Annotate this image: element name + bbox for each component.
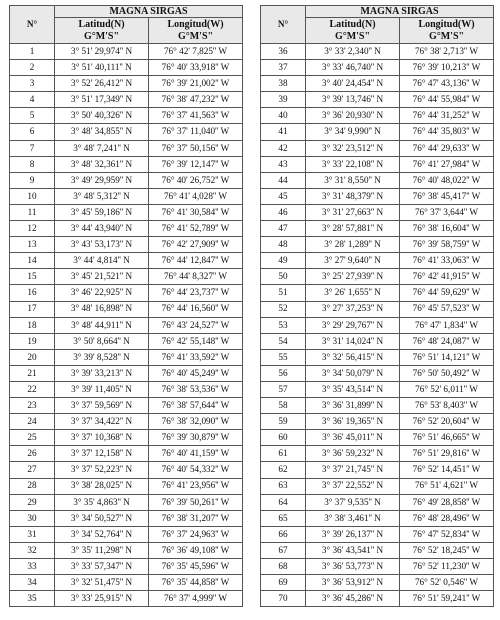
latitude-cell: 3° 39' 33,213'' N xyxy=(55,365,149,381)
longitude-cell: 76° 45' 57,523'' W xyxy=(400,301,494,317)
longitude-cell: 76° 37' 24,963'' W xyxy=(149,526,243,542)
longitude-header: Longitud(W) G°M'S" xyxy=(149,18,243,44)
latitude-cell: 3° 40' 24,454'' N xyxy=(306,76,400,92)
latitude-cell: 3° 33' 22,108'' N xyxy=(306,156,400,172)
point-number: 31 xyxy=(10,526,55,542)
point-number: 17 xyxy=(10,301,55,317)
table-row xyxy=(10,542,243,558)
latitude-cell: 3° 34' 52,764'' N xyxy=(55,526,149,542)
point-number: 3 xyxy=(10,76,55,92)
latitude-cell: 3° 49' 29,959'' N xyxy=(55,172,149,188)
point-number: 50 xyxy=(261,269,306,285)
table-row xyxy=(10,140,243,156)
longitude-cell: 76° 35' 45,596'' W xyxy=(149,559,243,575)
point-number: 7 xyxy=(10,140,55,156)
table-row xyxy=(261,188,494,204)
table-row xyxy=(261,237,494,253)
longitude-cell: 76° 40' 45,249'' W xyxy=(149,365,243,381)
latitude-cell: 3° 32' 56,415'' N xyxy=(306,349,400,365)
latitude-cell: 3° 36' 53,773'' N xyxy=(306,559,400,575)
magna-sirgas-header: MAGNA SIRGAS xyxy=(306,6,494,18)
table-row xyxy=(10,76,243,92)
latitude-cell: 3° 39' 11,405'' N xyxy=(55,381,149,397)
latitude-cell: 3° 50' 40,326'' N xyxy=(55,108,149,124)
point-number: 63 xyxy=(261,478,306,494)
table-row xyxy=(261,269,494,285)
latitude-cell: 3° 46' 22,925'' N xyxy=(55,285,149,301)
longitude-cell: 76° 51' 4,621'' W xyxy=(400,478,494,494)
point-number: 26 xyxy=(10,446,55,462)
longitude-cell: 76° 52' 0,546'' W xyxy=(400,575,494,591)
point-number: 23 xyxy=(10,398,55,414)
number-header: N° xyxy=(10,6,55,44)
point-number: 67 xyxy=(261,542,306,558)
table-row xyxy=(10,285,243,301)
longitude-cell: 76° 36' 49,108'' W xyxy=(149,542,243,558)
latitude-cell: 3° 44' 43,940'' N xyxy=(55,221,149,237)
longitude-cell: 76° 44' 55,984'' W xyxy=(400,92,494,108)
latitude-cell: 3° 33' 57,347'' N xyxy=(55,559,149,575)
table-row xyxy=(261,92,494,108)
longitude-cell: 76° 41' 4,028'' W xyxy=(149,188,243,204)
table-row xyxy=(261,398,494,414)
point-number: 61 xyxy=(261,446,306,462)
latitude-cell: 3° 43' 53,173'' N xyxy=(55,237,149,253)
longitude-cell: 76° 44' 59,629'' W xyxy=(400,285,494,301)
point-number: 68 xyxy=(261,559,306,575)
point-number: 2 xyxy=(10,60,55,76)
table-row xyxy=(10,575,243,591)
longitude-cell: 76° 42' 55,148'' W xyxy=(149,333,243,349)
latitude-cell: 3° 36' 43,541'' N xyxy=(306,542,400,558)
longitude-cell: 76° 42' 27,909'' W xyxy=(149,237,243,253)
point-number: 53 xyxy=(261,317,306,333)
latitude-cell: 3° 35' 43,514'' N xyxy=(306,381,400,397)
point-number: 4 xyxy=(10,92,55,108)
longitude-cell: 76° 51' 46,665'' W xyxy=(400,430,494,446)
table-row xyxy=(261,430,494,446)
point-number: 12 xyxy=(10,221,55,237)
magna-sirgas-header: MAGNA SIRGAS xyxy=(55,6,243,18)
table-row xyxy=(10,333,243,349)
table-row xyxy=(10,301,243,317)
longitude-cell: 76° 44' 23,737'' W xyxy=(149,285,243,301)
point-number: 46 xyxy=(261,204,306,220)
table-row xyxy=(10,269,243,285)
table-row xyxy=(261,591,494,607)
table-row xyxy=(10,398,243,414)
latitude-cell: 3° 35' 11,298'' N xyxy=(55,542,149,558)
point-number: 65 xyxy=(261,510,306,526)
point-number: 64 xyxy=(261,494,306,510)
latitude-cell: 3° 33' 25,915'' N xyxy=(55,591,149,607)
point-number: 56 xyxy=(261,365,306,381)
table-row xyxy=(261,494,494,510)
longitude-cell: 76° 44' 16,560'' W xyxy=(149,301,243,317)
longitude-cell: 76° 39' 10,213'' W xyxy=(400,60,494,76)
point-number: 27 xyxy=(10,462,55,478)
latitude-cell: 3° 44' 4,814'' N xyxy=(55,253,149,269)
longitude-cell: 76° 47' 52,834'' W xyxy=(400,526,494,542)
longitude-cell: 76° 52' 18,245'' W xyxy=(400,542,494,558)
table-row xyxy=(261,140,494,156)
longitude-cell: 76° 39' 50,261'' W xyxy=(149,494,243,510)
point-number: 36 xyxy=(261,44,306,60)
table-row xyxy=(10,237,243,253)
longitude-cell: 76° 47' 43,136'' W xyxy=(400,76,494,92)
longitude-cell: 76° 40' 54,332'' W xyxy=(149,462,243,478)
point-number: 38 xyxy=(261,76,306,92)
latitude-cell: 3° 37' 12,158'' N xyxy=(55,446,149,462)
latitude-cell: 3° 39' 26,137'' N xyxy=(306,526,400,542)
point-number: 43 xyxy=(261,156,306,172)
longitude-cell: 76° 48' 28,496'' W xyxy=(400,510,494,526)
longitude-cell: 76° 44' 12,847'' W xyxy=(149,253,243,269)
point-number: 48 xyxy=(261,237,306,253)
longitude-cell: 76° 42' 41,915'' W xyxy=(400,269,494,285)
longitude-cell: 76° 38' 32,090'' W xyxy=(149,414,243,430)
table-row xyxy=(261,510,494,526)
point-number: 40 xyxy=(261,108,306,124)
latitude-cell: 3° 48' 7,241'' N xyxy=(55,140,149,156)
table-row xyxy=(10,108,243,124)
point-number: 44 xyxy=(261,172,306,188)
longitude-cell: 76° 41' 27,984'' W xyxy=(400,156,494,172)
table-row xyxy=(10,591,243,607)
table-row xyxy=(261,526,494,542)
latitude-cell: 3° 28' 1,289'' N xyxy=(306,237,400,253)
point-number: 58 xyxy=(261,398,306,414)
latitude-cell: 3° 28' 57,881'' N xyxy=(306,221,400,237)
latitude-cell: 3° 29' 29,767'' N xyxy=(306,317,400,333)
longitude-cell: 76° 38' 2,713'' W xyxy=(400,44,494,60)
table-row xyxy=(261,317,494,333)
longitude-cell: 76° 38' 16,604'' W xyxy=(400,221,494,237)
latitude-cell: 3° 36' 20,930'' N xyxy=(306,108,400,124)
latitude-cell: 3° 36' 59,232'' N xyxy=(306,446,400,462)
latitude-cell: 3° 34' 9,990'' N xyxy=(306,124,400,140)
latitude-cell: 3° 51' 17,349'' N xyxy=(55,92,149,108)
point-number: 29 xyxy=(10,494,55,510)
longitude-cell: 76° 37' 3,644'' W xyxy=(400,204,494,220)
table-row xyxy=(10,494,243,510)
latitude-cell: 3° 48' 5,312'' N xyxy=(55,188,149,204)
table-row xyxy=(10,430,243,446)
table-row xyxy=(10,510,243,526)
point-number: 8 xyxy=(10,156,55,172)
point-number: 24 xyxy=(10,414,55,430)
point-number: 37 xyxy=(261,60,306,76)
longitude-cell: 76° 37' 41,563'' W xyxy=(149,108,243,124)
longitude-cell: 76° 49' 28,858'' W xyxy=(400,494,494,510)
longitude-cell: 76° 35' 44,858'' W xyxy=(149,575,243,591)
table-row xyxy=(261,365,494,381)
longitude-cell: 76° 38' 45,417'' W xyxy=(400,188,494,204)
table-row xyxy=(261,124,494,140)
longitude-cell: 76° 52' 14,451'' W xyxy=(400,462,494,478)
longitude-cell: 76° 39' 58,759'' W xyxy=(400,237,494,253)
table-row xyxy=(261,108,494,124)
table-row xyxy=(261,172,494,188)
latitude-cell: 3° 48' 32,361'' N xyxy=(55,156,149,172)
point-number: 10 xyxy=(10,188,55,204)
point-number: 13 xyxy=(10,237,55,253)
point-number: 49 xyxy=(261,253,306,269)
point-number: 42 xyxy=(261,140,306,156)
latitude-cell: 3° 52' 26,412'' N xyxy=(55,76,149,92)
latitude-cell: 3° 51' 40,111'' N xyxy=(55,60,149,76)
longitude-cell: 76° 52' 20,604'' W xyxy=(400,414,494,430)
point-number: 57 xyxy=(261,381,306,397)
latitude-cell: 3° 37' 9,535'' N xyxy=(306,494,400,510)
table-row xyxy=(261,381,494,397)
longitude-cell: 76° 43' 24,527'' W xyxy=(149,317,243,333)
latitude-cell: 3° 32' 51,475'' N xyxy=(55,575,149,591)
coordinates-table-right xyxy=(260,5,494,607)
table-row xyxy=(10,172,243,188)
table-row xyxy=(10,462,243,478)
latitude-cell: 3° 45' 59,186'' N xyxy=(55,204,149,220)
point-number: 52 xyxy=(261,301,306,317)
table-row xyxy=(261,156,494,172)
latitude-cell: 3° 36' 45,286'' N xyxy=(306,591,400,607)
point-number: 70 xyxy=(261,591,306,607)
table-row xyxy=(10,317,243,333)
latitude-cell: 3° 34' 50,079'' N xyxy=(306,365,400,381)
longitude-header: Longitud(W) G°M'S" xyxy=(400,18,494,44)
point-number: 16 xyxy=(10,285,55,301)
longitude-cell: 76° 41' 23,956'' W xyxy=(149,478,243,494)
latitude-cell: 3° 45' 21,521'' N xyxy=(55,269,149,285)
latitude-cell: 3° 37' 59,569'' N xyxy=(55,398,149,414)
latitude-cell: 3° 33' 46,740'' N xyxy=(306,60,400,76)
point-number: 25 xyxy=(10,430,55,446)
table-row xyxy=(10,526,243,542)
longitude-cell: 76° 53' 8,403'' W xyxy=(400,398,494,414)
latitude-cell: 3° 39' 8,528'' N xyxy=(55,349,149,365)
latitude-cell: 3° 34' 50,527'' N xyxy=(55,510,149,526)
longitude-cell: 76° 47' 1,834'' W xyxy=(400,317,494,333)
point-number: 69 xyxy=(261,575,306,591)
table-row xyxy=(261,253,494,269)
longitude-cell: 76° 44' 29,633'' W xyxy=(400,140,494,156)
table-row xyxy=(261,285,494,301)
table-row xyxy=(10,446,243,462)
latitude-cell: 3° 26' 1,655'' N xyxy=(306,285,400,301)
longitude-cell: 76° 38' 57,644'' W xyxy=(149,398,243,414)
latitude-header: Latitud(N) G°M'S" xyxy=(306,18,400,44)
table-row xyxy=(10,188,243,204)
table-row xyxy=(261,76,494,92)
latitude-cell: 3° 25' 27,939'' N xyxy=(306,269,400,285)
latitude-cell: 3° 48' 16,898'' N xyxy=(55,301,149,317)
latitude-cell: 3° 36' 45,011'' N xyxy=(306,430,400,446)
table-row xyxy=(261,446,494,462)
table-row xyxy=(10,253,243,269)
point-number: 54 xyxy=(261,333,306,349)
table-row xyxy=(261,575,494,591)
latitude-cell: 3° 50' 8,664'' N xyxy=(55,333,149,349)
longitude-cell: 76° 40' 26,752'' W xyxy=(149,172,243,188)
latitude-cell: 3° 48' 34,855'' N xyxy=(55,124,149,140)
table-row xyxy=(10,60,243,76)
point-number: 28 xyxy=(10,478,55,494)
latitude-cell: 3° 38' 3,461'' N xyxy=(306,510,400,526)
latitude-cell: 3° 31' 48,379'' N xyxy=(306,188,400,204)
point-number: 20 xyxy=(10,349,55,365)
point-number: 47 xyxy=(261,221,306,237)
longitude-cell: 76° 50' 50,492'' W xyxy=(400,365,494,381)
longitude-cell: 76° 37' 11,040'' W xyxy=(149,124,243,140)
point-number: 55 xyxy=(261,349,306,365)
table-row xyxy=(10,381,243,397)
point-number: 6 xyxy=(10,124,55,140)
table-row xyxy=(261,542,494,558)
longitude-cell: 76° 41' 33,063'' W xyxy=(400,253,494,269)
point-number: 39 xyxy=(261,92,306,108)
latitude-cell: 3° 37' 52,223'' N xyxy=(55,462,149,478)
latitude-cell: 3° 31' 14,024'' N xyxy=(306,333,400,349)
latitude-cell: 3° 39' 13,746'' N xyxy=(306,92,400,108)
table-row xyxy=(10,44,243,60)
coordinates-table-left xyxy=(9,5,243,607)
latitude-cell: 3° 31' 27,663'' N xyxy=(306,204,400,220)
longitude-cell: 76° 37' 50,156'' W xyxy=(149,140,243,156)
latitude-cell: 3° 36' 31,899'' N xyxy=(306,398,400,414)
table-row xyxy=(261,60,494,76)
longitude-cell: 76° 38' 31,207'' W xyxy=(149,510,243,526)
table-body-left xyxy=(10,44,243,607)
longitude-cell: 76° 44' 35,803'' W xyxy=(400,124,494,140)
table-row xyxy=(10,478,243,494)
table-row xyxy=(261,301,494,317)
latitude-cell: 3° 31' 8,550'' N xyxy=(306,172,400,188)
longitude-cell: 76° 44' 8,327'' W xyxy=(149,269,243,285)
longitude-cell: 76° 40' 33,918'' W xyxy=(149,60,243,76)
point-number: 32 xyxy=(10,542,55,558)
point-number: 9 xyxy=(10,172,55,188)
point-number: 35 xyxy=(10,591,55,607)
table-row xyxy=(10,156,243,172)
table-row xyxy=(261,204,494,220)
point-number: 19 xyxy=(10,333,55,349)
point-number: 11 xyxy=(10,204,55,220)
latitude-cell: 3° 51' 29,974'' N xyxy=(55,44,149,60)
table-row xyxy=(261,414,494,430)
point-number: 14 xyxy=(10,253,55,269)
latitude-cell: 3° 36' 19,365'' N xyxy=(306,414,400,430)
point-number: 30 xyxy=(10,510,55,526)
point-number: 15 xyxy=(10,269,55,285)
longitude-cell: 76° 39' 30,879'' W xyxy=(149,430,243,446)
table-row xyxy=(10,349,243,365)
point-number: 51 xyxy=(261,285,306,301)
longitude-cell: 76° 38' 53,536'' W xyxy=(149,381,243,397)
table-row xyxy=(261,333,494,349)
table-row xyxy=(10,365,243,381)
table-row xyxy=(10,414,243,430)
point-number: 45 xyxy=(261,188,306,204)
longitude-cell: 76° 42' 7,825'' W xyxy=(149,44,243,60)
longitude-cell: 76° 51' 59,241'' W xyxy=(400,591,494,607)
longitude-cell: 76° 48' 24,087'' W xyxy=(400,333,494,349)
table-row xyxy=(10,559,243,575)
point-number: 33 xyxy=(10,559,55,575)
table-row xyxy=(261,478,494,494)
latitude-header: Latitud(N) G°M'S" xyxy=(55,18,149,44)
longitude-cell: 76° 51' 14,121'' W xyxy=(400,349,494,365)
table-row xyxy=(10,204,243,220)
point-number: 60 xyxy=(261,430,306,446)
longitude-cell: 76° 41' 33,592'' W xyxy=(149,349,243,365)
latitude-cell: 3° 37' 10,368'' N xyxy=(55,430,149,446)
longitude-cell: 76° 40' 41,159'' W xyxy=(149,446,243,462)
longitude-cell: 76° 44' 31,252'' W xyxy=(400,108,494,124)
number-header: N° xyxy=(261,6,306,44)
table-row xyxy=(261,221,494,237)
longitude-cell: 76° 39' 12,147'' W xyxy=(149,156,243,172)
longitude-cell: 76° 38' 47,232'' W xyxy=(149,92,243,108)
point-number: 34 xyxy=(10,575,55,591)
point-number: 22 xyxy=(10,381,55,397)
longitude-cell: 76° 52' 6,011'' W xyxy=(400,381,494,397)
table-row xyxy=(10,92,243,108)
latitude-cell: 3° 33' 2,340'' N xyxy=(306,44,400,60)
longitude-cell: 76° 40' 48,022'' W xyxy=(400,172,494,188)
table-row xyxy=(261,44,494,60)
latitude-cell: 3° 37' 22,552'' N xyxy=(306,478,400,494)
point-number: 21 xyxy=(10,365,55,381)
table-row xyxy=(261,349,494,365)
table-row xyxy=(10,124,243,140)
longitude-cell: 76° 51' 29,816'' W xyxy=(400,446,494,462)
longitude-cell: 76° 41' 30,584'' W xyxy=(149,204,243,220)
table-row xyxy=(10,221,243,237)
longitude-cell: 76° 41' 52,789'' W xyxy=(149,221,243,237)
table-body-right xyxy=(261,44,494,607)
table-row xyxy=(261,462,494,478)
latitude-cell: 3° 36' 53,912'' N xyxy=(306,575,400,591)
point-number: 59 xyxy=(261,414,306,430)
latitude-cell: 3° 48' 44,911'' N xyxy=(55,317,149,333)
longitude-cell: 76° 52' 11,230'' W xyxy=(400,559,494,575)
point-number: 41 xyxy=(261,124,306,140)
latitude-cell: 3° 27' 9,640'' N xyxy=(306,253,400,269)
table-row xyxy=(261,559,494,575)
latitude-cell: 3° 37' 34,422'' N xyxy=(55,414,149,430)
latitude-cell: 3° 35' 4,863'' N xyxy=(55,494,149,510)
point-number: 1 xyxy=(10,44,55,60)
longitude-cell: 76° 39' 21,002'' W xyxy=(149,76,243,92)
point-number: 18 xyxy=(10,317,55,333)
point-number: 62 xyxy=(261,462,306,478)
latitude-cell: 3° 27' 37,253'' N xyxy=(306,301,400,317)
point-number: 5 xyxy=(10,108,55,124)
latitude-cell: 3° 32' 23,512'' N xyxy=(306,140,400,156)
longitude-cell: 76° 37' 4,999'' W xyxy=(149,591,243,607)
latitude-cell: 3° 37' 21,745'' N xyxy=(306,462,400,478)
point-number: 66 xyxy=(261,526,306,542)
latitude-cell: 3° 38' 28,025'' N xyxy=(55,478,149,494)
